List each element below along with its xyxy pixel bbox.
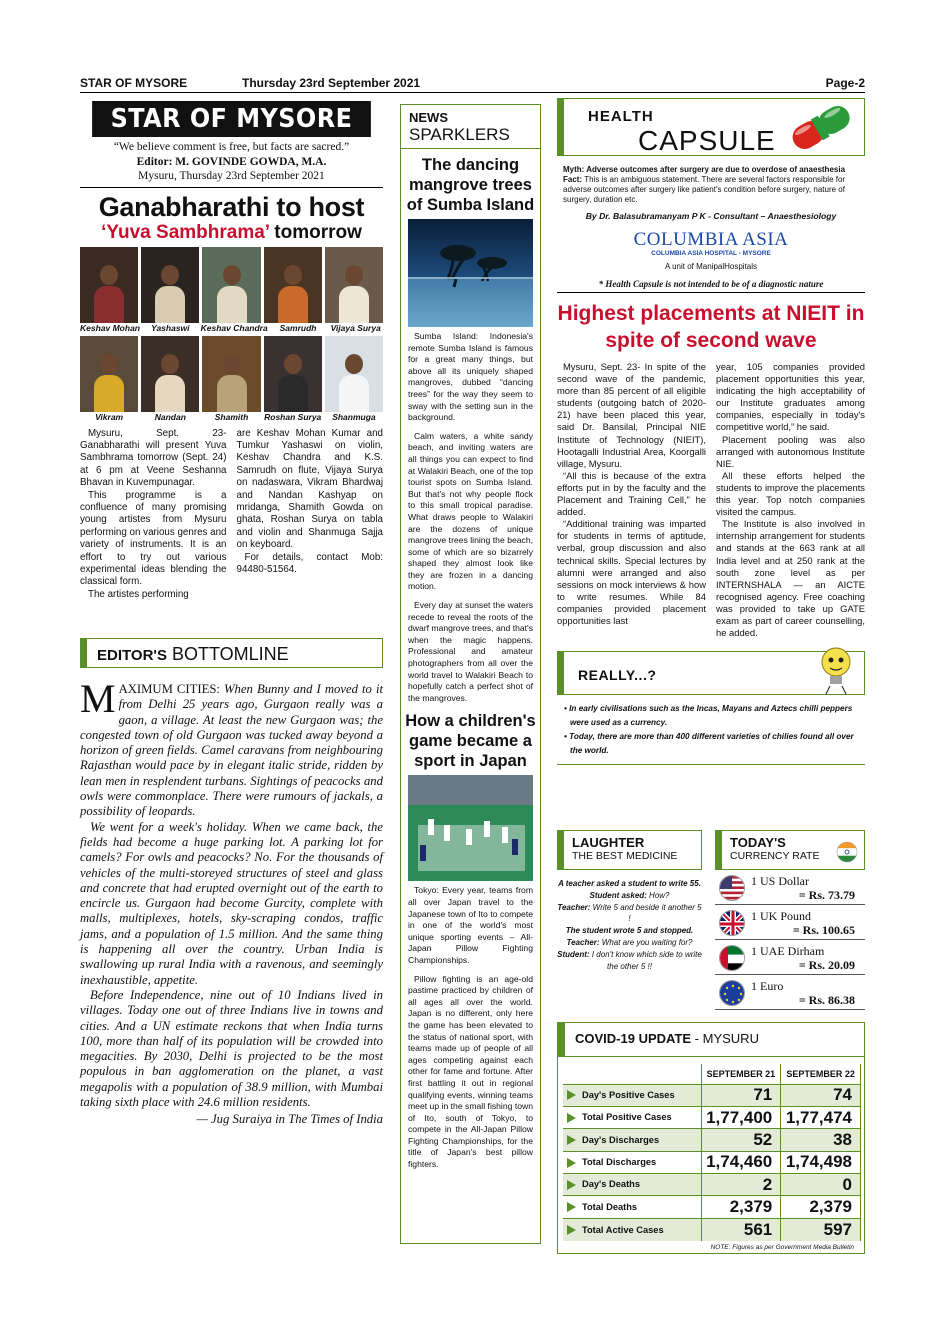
mangrove-photo <box>408 219 533 327</box>
row-label: Day's Discharges <box>582 1134 660 1145</box>
currency-header <box>715 830 865 870</box>
row-label: Total Positive Cases <box>582 1112 672 1123</box>
paragraph: Placement pooling was also arranged with autonomous Institute NIE. <box>716 433 865 469</box>
cell-value: 0 <box>781 1174 861 1196</box>
covid-update-section <box>557 1022 865 1254</box>
editorial-label-bold: EDITOR'S <box>97 647 167 664</box>
joke-line-bold: Teacher: <box>557 902 591 912</box>
lead-article-body <box>80 428 383 602</box>
lead-sub-black: tomorrow <box>269 221 362 243</box>
editorial-label-light: BOTTOMLINE <box>166 644 289 664</box>
story-headline: How a children's game became a sport in Japan <box>405 712 536 771</box>
currency-row <box>715 976 865 1010</box>
caption: Yashaswi <box>151 322 190 333</box>
artiste-photo <box>325 247 383 323</box>
sparklers-label-news: NEWS <box>409 110 448 125</box>
paragraph: Mysuru, Sept. 23- Ganabharathi will present Yuva Sambhrama tomorrow (Sept. 24) at 6 pm at Veene Seshanna Bhavan in Kuvempunagar. <box>80 427 227 489</box>
paragraph: Tokyo: Every year, teams from all over Japan travel to the Japanese town of Ito to compete in one of the world's most unique sporting events – All-Japan Pillow Fighting Championships. <box>408 885 533 965</box>
table-row <box>563 1218 861 1240</box>
caption: Vijaya Surya <box>330 322 381 333</box>
joke-text <box>557 878 702 972</box>
joke-line-bold: A teacher asked a student to write 55. <box>558 879 701 888</box>
cell-value: 2,379 <box>701 1196 781 1218</box>
caption: Shamith <box>214 411 249 422</box>
right-column <box>557 98 865 765</box>
sparklers-label: SPARKLERS <box>409 125 510 144</box>
editorial-section <box>80 638 383 1128</box>
news-sparklers-column <box>400 104 541 1244</box>
cell-value: 1,77,474 <box>781 1106 861 1128</box>
dropcap: M <box>80 676 116 721</box>
lead-subheadline <box>80 222 383 244</box>
paragraph: Before Independence, nine out of 10 Indians lived in villages. Today one out of three Indians live in towns and cities. And a UN estimate reckons that when India turns 100, more than half of its population will be crowded into megacities. By 2030, Delhi is projected to be the most populous in ban agglomeration on the planet, a vast megapolis with a population of 38.9 million, with Mumbai taking sixth place with 24.6 million residents. <box>80 987 383 1110</box>
artiste-photo <box>80 336 138 412</box>
really-header <box>557 651 865 695</box>
currency-unit: 1 US Dollar <box>751 874 809 888</box>
uk-flag-icon <box>719 910 745 936</box>
artiste-photo <box>264 336 322 412</box>
capsule-label: CAPSULE <box>638 125 776 156</box>
laughter-section <box>557 830 702 972</box>
covid-table <box>563 1064 861 1241</box>
story-body <box>401 885 540 1170</box>
artiste-photo <box>141 336 199 412</box>
pillow-fight-photo <box>408 775 533 881</box>
page-number: Page-2 <box>825 76 865 90</box>
sparklers-header <box>401 105 540 149</box>
covid-label: COVID-19 UPDATE <box>575 1031 692 1046</box>
table-row <box>563 1084 861 1106</box>
masthead-info <box>80 140 383 188</box>
paragraph: Sumba Island: Indonesia's remote Sumba Island is famous for a great many things, but above all its uniquely shaped mangroves, dubbed “dancing trees” for the way they seem to sway with the setting sun in the background. <box>408 331 533 423</box>
paragraph: When Bunny and I moved to it from Delhi 25 years ago, Gurgaon really was a gaon, a village. At least the new Gurgaon was; the congested town of old Gurgaon was tucked away beyond a horizon of green fields. Camel caravans from neighbouring Rajasthan would pace by in elegant italic stride, ridden by lean men in resplendent turbans. Sightings of peacocks and owls were commonplace. There were rumours of jackals, a possibility of leopards. <box>80 682 383 819</box>
list-item: • In early civilisations such as the Incas, Mayans and Aztecs chilli peppers were used as a currency. <box>562 702 865 730</box>
currency-row <box>715 941 865 975</box>
editor-line: Editor: M. GOVINDE GOWDA, M.A. <box>136 155 327 168</box>
cell-value: 38 <box>781 1129 861 1151</box>
fact-text: This is an ambiguous statement. There are several factors responsible for adverse outcomes after surgery like patient's condition before surgery, nature of surgery, duration etc. <box>563 175 846 204</box>
column-header: SEPTEMBER 21 <box>701 1064 781 1084</box>
paragraph: “All this is because of the extra efforts put in by the faculty and the Placement and Training Cell,” he added. <box>557 469 706 518</box>
paragraph: All these efforts helped the students to improve the placements this year. Top notch companies visited the campus. <box>716 469 865 518</box>
cell-value: 2,379 <box>781 1196 861 1218</box>
joke-line-bold: Student asked: <box>589 890 647 900</box>
dateline: Mysuru, Thursday 23rd September 2021 <box>80 169 383 188</box>
paragraph: Mysuru, Sept. 23- In spite of the second wave of the pandemic, more than 85 percent of all eligible students (outgoing batch of 2020-21) have been placed this year, said Dr. Bansilal, Principal NIE Institute of Technology (NIEIT), Hootagalli Industrial Area, Koorgalli village, Mysuru. <box>557 361 706 469</box>
myth-text: Adverse outcomes after surgery are due to overdose of anaesthesia <box>584 165 846 174</box>
cell-value: 1,74,498 <box>781 1151 861 1173</box>
caption: Keshav Chandra <box>200 322 268 333</box>
myth-fact <box>557 165 865 205</box>
hospital-name: COLUMBIA ASIA <box>633 229 789 250</box>
table-row <box>563 1196 861 1218</box>
masthead: STAR OF MYSORE <box>92 101 371 137</box>
paragraph: We went for a week's holiday. When we came back, the fields had become a huge parking lot. A parking lot for camels? For owls and peacocks? No. For the thousands of vehicles of the multi-storeyed structures of steel and glass and concrete that had erupted overnight out of the earth to encircle us. Gurgaon had become Gurcity, complete with malls, multiplexes, hotels, sky-scraping condos, traffic jams, and a population of 1.5 million. And the same thing is happening all over the country. Urban India is swallowing up rural India with a ravenous, and seemingly inexhaustible, appetite. <box>80 819 383 987</box>
cell-value: 52 <box>701 1129 781 1151</box>
paper-name: STAR OF MYSORE <box>80 76 188 90</box>
paragraph: year, 105 companies provided placement opportunities this year, indicating the high acceptability of our Institute graduates among companies, especially in today's competitive world,” he said. <box>716 361 865 433</box>
left-column <box>80 101 383 601</box>
really-label: REALLY...? <box>578 667 657 684</box>
editorial-caps: AXIMUM CITIES: <box>118 682 220 696</box>
paragraph: The artistes performing <box>88 588 189 600</box>
health-label: HEALTH <box>588 108 654 125</box>
currency-row <box>715 906 865 940</box>
currency-rate: = Rs. 73.79 <box>798 888 855 902</box>
row-label: Day's Deaths <box>582 1179 641 1190</box>
paragraph: This programme is a confluence of many promising young artistes from Mysuru performing on various genres and variety of instruments. It is an effort to try out various experimental ideas blending the classical form. <box>80 489 227 588</box>
artiste-photos-row2 <box>80 336 383 412</box>
artiste-names-row1 <box>80 323 383 333</box>
artiste-photo <box>202 336 260 412</box>
joke-line: I don't know which side to write the other 5 !! <box>589 949 702 971</box>
row-label: Total Discharges <box>582 1157 657 1168</box>
lightbulb-icon <box>816 644 856 696</box>
editorial-text <box>80 676 383 1128</box>
cell-value: 74 <box>781 1084 861 1106</box>
artiste-photos-row1 <box>80 247 383 323</box>
joke-line-bold: Student: <box>557 949 590 959</box>
motto: “We believe comment is free, but facts are sacred.” <box>113 141 350 153</box>
laughter-sublabel: THE BEST MEDICINE <box>572 850 678 862</box>
editorial-header <box>80 638 383 668</box>
eu-flag-icon <box>719 980 745 1006</box>
health-disclaimer: * Health Capsule is not intended to be of a diagnostic nature <box>557 271 865 293</box>
currency-unit: 1 Euro <box>751 979 784 993</box>
paragraph: The Institute is also involved in internship arrangement for students and stands at the 663 rank at all India level and at 250 rank at the south zone level as per INTERNSHALA — an AICTE recognised agency. Free coaching was provided to take up GATE exam as part of career counselling, he added. <box>716 518 865 639</box>
joke-line-bold: The student wrote 5 and stopped. <box>565 926 694 936</box>
currency-section <box>715 830 865 1010</box>
row-label: Total Active Cases <box>582 1224 664 1235</box>
caption: Shanmuga <box>332 411 376 422</box>
column-header: SEPTEMBER 22 <box>781 1064 861 1084</box>
nieit-headline: Highest placements at NIEIT in spite of second wave <box>557 302 865 352</box>
health-capsule-header <box>557 98 865 156</box>
caption: Samrudh <box>279 322 317 333</box>
artiste-photo <box>264 247 322 323</box>
issue-date: Thursday 23rd September 2021 <box>242 76 421 90</box>
joke-line-bold: Teacher: <box>566 937 600 947</box>
caption: Keshav Mohan <box>80 322 140 333</box>
row-label: Day's Positive Cases <box>582 1089 675 1100</box>
uae-flag-icon <box>719 945 745 971</box>
hospital-unit: A unit of ManipalHospitals <box>664 262 758 271</box>
artiste-photo <box>202 247 260 323</box>
editorial-source: — Jug Suraiya in The Times of India <box>196 1112 383 1127</box>
laughter-label: LAUGHTER <box>572 835 645 850</box>
hospital-sub: COLUMBIA ASIA HOSPITAL - MYSORE <box>651 250 771 257</box>
covid-location: - MYSURU <box>691 1031 759 1046</box>
currency-sublabel: CURRENCY RATE <box>730 850 820 862</box>
currency-rate: = Rs. 20.09 <box>798 958 855 972</box>
myth-label: Myth: <box>563 165 585 174</box>
page-header <box>80 75 865 93</box>
health-byline: By Dr. Balasubramanyam P K - Consultant – Anaesthesiology <box>585 211 837 221</box>
row-label: Total Deaths <box>582 1201 638 1212</box>
caption: Nandan <box>154 411 186 422</box>
joke-line: Write 5 and beside it another 5 ! <box>590 902 702 924</box>
cell-value: 71 <box>701 1084 781 1106</box>
artiste-photo <box>141 247 199 323</box>
covid-note: NOTE: Figures as per Government Media Bulletin <box>710 1243 854 1251</box>
joke-line: What are you waiting for? <box>599 937 693 947</box>
table-row <box>563 1174 861 1196</box>
artiste-photo <box>325 336 383 412</box>
cell-value: 1,77,400 <box>701 1106 781 1128</box>
capsule-icon <box>784 101 860 153</box>
currency-unit: 1 UAE Dirham <box>751 944 825 958</box>
currency-unit: 1 UK Pound <box>751 909 812 923</box>
paragraph: Pillow fighting is an age-old pastime practiced by children of all ages all over the world. Japan is no different, only here the game has been elevated to the status of national sport, with teams made up of people of all ages competing against each other for fame and fortune. After first battling it out in regional qualifying events, winning teams meet up in the small fishing town of Ito, south of Tokyo, to compete in the All-Japan Pillow Fighting Championships, for the title of Japan's best pillow fighters. <box>408 973 533 1170</box>
lead-sub-red: ‘Yuva Sambhrama’ <box>101 221 270 243</box>
table-row <box>563 1129 861 1151</box>
currency-rate: = Rs. 100.65 <box>792 923 855 937</box>
caption: Vikram <box>95 411 124 422</box>
laughter-header <box>557 830 702 870</box>
joke-line: How? <box>646 890 670 900</box>
cell-value: 2 <box>701 1174 781 1196</box>
paragraph: Calm waters, a white sandy beach, and inviting waters are all things you can expect to find at Walakiri Beach, one of the top tourist spots on Sumba Island. But that's not why people flock to this small tropical paradise. What draws people to Walakiri are the dozens of unique mangrove trees lining the beach, some of which are so bizarrely shaped they almost look like they are frozen in a dancing motion. <box>408 430 533 592</box>
really-facts <box>557 702 865 765</box>
table-row <box>563 1151 861 1173</box>
currency-label: TODAY'S <box>730 835 786 850</box>
hospital-logo <box>557 229 865 271</box>
artiste-photo <box>80 247 138 323</box>
lead-headline: Ganabharathi to host <box>98 191 365 222</box>
nieit-article-body <box>557 361 865 639</box>
paragraph: For details, contact Mob: 94480-51564. <box>236 551 383 575</box>
paragraph: Every day at sunset the waters recede to reveal the roots of the dwarf mangrove trees, and that's when the magic happens. Professional and amateur photographers from all over the world travel to Walakiri Beach to hopefully catch a perfect shot of the mangroves. <box>408 600 533 703</box>
artiste-names-row2 <box>80 412 383 422</box>
us-flag-icon <box>719 875 745 901</box>
currency-row <box>715 871 865 905</box>
caption: Roshan Surya <box>264 411 322 422</box>
india-flag-icon <box>836 841 858 863</box>
story-headline: The dancing mangrove trees of Sumba Island <box>406 156 535 214</box>
story-body <box>401 331 540 704</box>
cell-value: 1,74,460 <box>701 1151 781 1173</box>
cell-value: 597 <box>781 1218 861 1240</box>
fact-label: Fact: <box>563 175 583 184</box>
covid-header <box>558 1023 864 1057</box>
currency-rate: = Rs. 86.38 <box>798 993 855 1007</box>
cell-value: 561 <box>701 1218 781 1240</box>
paragraph: are Keshav Mohan Kumar and Tumkur Yashaswi on violin, Keshav Chandra and K.S. Samrudh on flute, Vijaya Surya on nadaswara, Vikram Bhardwaj and Nandan Kashyap on mridanga, Shamith Gowda on ghata, Roshan Surya on tabla and violin and Shanmuga Sajja on keyboard. <box>236 427 383 551</box>
list-item: • Today, there are more than 400 different varieties of chilies found all over the world. <box>562 730 865 758</box>
paragraph: “Additional training was imparted for students in terms of aptitude, verbal, group discussion and also technical skills. Special lectures by alumni were arranged and also sessions on mock interviews & how to write resumes. While 84 companies provided placement opportunities last <box>557 518 706 626</box>
table-row <box>563 1106 861 1128</box>
